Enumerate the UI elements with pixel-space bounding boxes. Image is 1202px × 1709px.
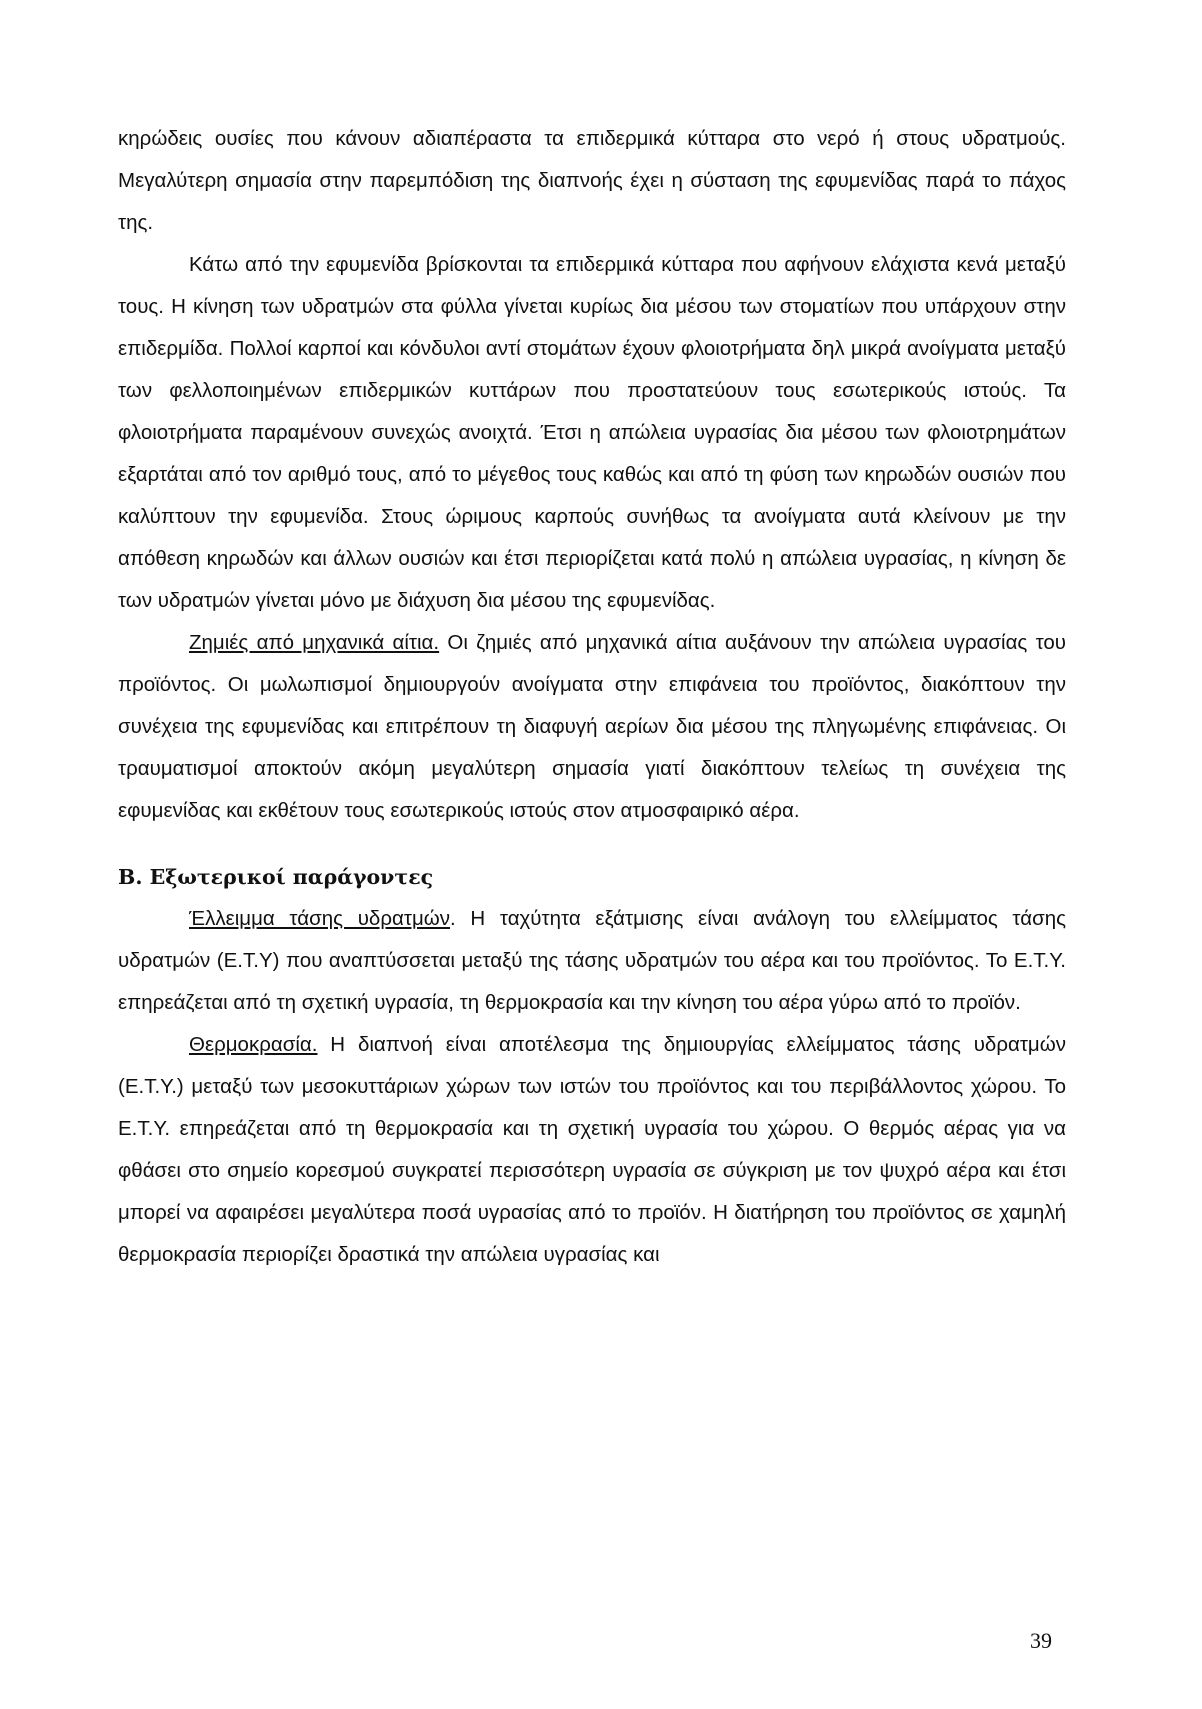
paragraph-vapor-deficit [118, 898, 1066, 1024]
paragraph-mechanical-damage [118, 622, 1066, 832]
paragraph-text: Η διαπνοή είναι αποτέλεσμα της δημιουργίας ελλείμματος τάσης υδρατμών (Ε.Τ.Υ.) μεταξύ των μεσοκυττάριων χώρων των ιστών του προϊόντος και του περιβάλλοντος χώρου. Το Ε.Τ.Υ. επηρεάζεται από τη θερμοκρασία και τη σχετική υγρασία του χώρου. Ο θερμός αέρας για να φθάσει στο σημείο κορεσμού συγκρατεί περισσότερη υγρασία σε σύγκριση με τον ψυχρό αέρα και έτσι μπορεί να αφαιρέσει μεγαλύτερα ποσά υγρασίας από το προϊόν. Η διατήρηση του προϊόντος σε χαμηλή θερμοκρασία περιορίζει δραστικά την απώλεια υγρασίας και [118, 1033, 1066, 1266]
page-number: 39 [1030, 1628, 1052, 1653]
paragraph-temperature [118, 1024, 1066, 1276]
paragraph-continuation [118, 118, 1066, 244]
section-heading: Β. Εξωτερικοί παράγοντες [118, 865, 434, 889]
subsection-label: Έλλειμμα τάσης υδρατμών [189, 907, 451, 930]
page-body [118, 118, 1066, 1276]
subsection-label: Ζημιές από μηχανικά αίτια. [189, 631, 440, 654]
subsection-label: Θερμοκρασία. [189, 1033, 318, 1056]
paragraph-text: . Η ταχύτητα εξάτμισης είναι ανάλογη του ελλείμματος τάσης υδρατμών (Ε.Τ.Υ) που αναπτύσσεται μεταξύ της τάσης υδρατμών του αέρα και του προϊόντος. Το Ε.Τ.Υ. επηρεάζεται από τη σχετική υγρασία, τη θερμοκρασία και την κίνηση του αέρα γύρω από το προϊόν. [118, 907, 1066, 1014]
paragraph-text: Οι ζημιές από μηχανικά αίτια αυξάνουν την απώλεια υγρασίας του προϊόντος. Οι μωλωπισμοί δημιουργούν ανοίγματα στην επιφάνεια του προϊόντος, διακόπτουν την συνέχεια της εφυμενίδας και επιτρέπουν τη διαφυγή αερίων δια μέσου της πληγωμένης επιφάνειας. Οι τραυματισμοί αποκτούν ακόμη μεγαλύτερη σημασία γιατί διακόπτουν τελείως τη συνέχεια της εφυμενίδας και εκθέτουν τους εσωτερικούς ιστούς στον ατμοσφαιρικό αέρα. [118, 631, 1067, 822]
paragraph-text: κηρώδεις ουσίες που κάνουν αδιαπέραστα τα επιδερμικά κύτταρα στο νερό ή στους υδρατμούς. Μεγαλύτερη σημασία στην παρεμπόδιση της διαπνοής έχει η σύσταση της εφυμενίδας παρά το πάχος της. [118, 127, 1066, 234]
paragraph-epidermis [118, 244, 1066, 622]
paragraph-text: Κάτω από την εφυμενίδα βρίσκονται τα επιδερμικά κύτταρα που αφήνουν ελάχιστα κενά μεταξύ τους. Η κίνηση των υδρατμών στα φύλλα γίνεται κυρίως δια μέσου των στοματίων που υπάρχουν στην επιδερμίδα. Πολλοί καρποί και κόνδυλοι αντί στομάτων έχουν φλοιοτρήματα δηλ μικρά ανοίγματα μεταξύ των φελλοποιημένων επιδερμικών κυττάρων που προστατεύουν τους εσωτερικούς ιστούς. Τα φλοιοτρήματα παραμένουν συνεχώς ανοιχτά. Έτσι η απώλεια υγρασίας δια μέσου των φλοιοτρημάτων εξαρτάται από τον αριθμό τους, από το μέγεθος τους καθώς και από τη φύση των κηρωδών ουσιών που καλύπτουν την εφυμενίδα. Στους ώριμους καρπούς συνήθως τα ανοίγματα αυτά κλείνουν με την απόθεση κηρωδών και άλλων ουσιών και έτσι περιορίζεται κατά πολύ η απώλεια υγρασίας, η κίνηση δε των υδρατμών γίνεται μόνο με διάχυση δια μέσου της εφυμενίδας. [118, 253, 1066, 612]
